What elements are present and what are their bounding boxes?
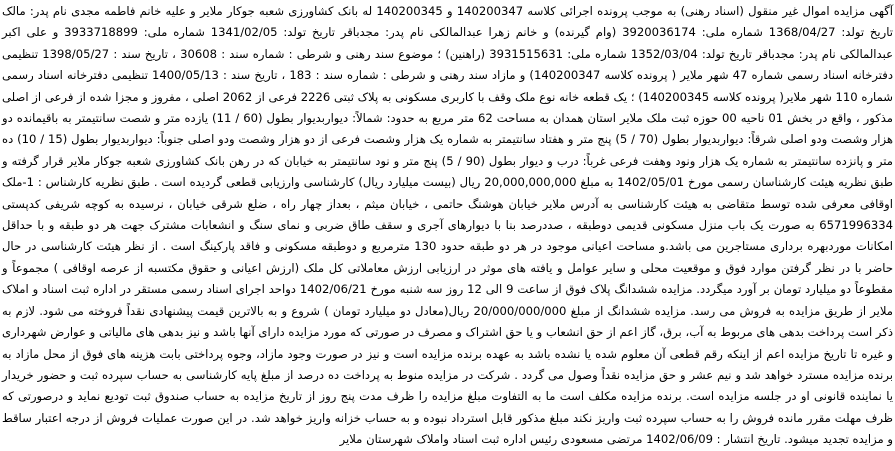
auction-notice-text: آگهی مزایده اموال غیر منقول (اسناد رهنی) به موجب پرونده اجرائی کلاسه 140200347 و 140200345 له بانک کشاورزی شعبه جوکار ملایر و علیه خانم فاطمه مجدی نام پدر: مالک تاریخ تولد: 1368/04/27 شماره ملی: 3920036174 (وام گیرنده) و خانم زهرا عبدالمالکی نام پدر: مجدباقر تاریخ تولد: 1341/02/05 شماره ملی: 3933718899 و علی اکبر عبدالمالکی نام پدر: مجدباقر تاریخ تولد: 1352/03/04 شماره ملی: 3931515631 (راهنین) ؛ موضوع سند رهنی و شرطی : شماره سند : 30608 ، تاریخ سند : 1398/05/27 تنظیمی دفترخانه اسناد رسمی شماره 47 شهر ملایر ( پرونده کلاسه 140200347) و مازاد سند رهنی و شرطی : شماره سند : 183 ، تاریخ سند : 1400/05/13 تنظیمی دفترخانه اسناد رسمی شماره 110 شهر ملایر( پرونده کلاسه 140200345) ؛ یک قطعه خانه نوع ملک وقف با کاربری مسکونی به پلاک ثبتی 2226 فرعی از 2062 اصلی ، مفروز و مجزا شده از فرعی از اصلی مذکور ، واقع در بخش 01 ناحیه 00 حوزه ثبت ملک ملایر استان همدان به مساحت 62 متر مربع به حدود: شمالاً: دیواربدیوار بطول (60 / 11) یازده متر و شصت سانتیمتر به باقیمانده دو هزار وشصت ودو اصلی شرقاً: دیواربدیوار بطول (70 / 5) پنج متر و هفتاد سانتیمتر به شماره یک هزار وشصت فرعی از دو هزار وشصت ودو اصلی جنوباً: دیواربدیوار بطول (15 / 10) ده متر و پانزده سانتیمتر به شماره یک هزار ونود وهفت فرعی غرباً: درب و دیوار بطول (90 / 5) پنج متر و نود سانتیمتر به خیابان که در رهن بانک کشاورزی شعبه جوکار ملایر قرار گرفته و طبق نظریه هیئت کارشناسان رسمی مورخ 1402/05/01 به مبلغ 20,000,000,000 ریال (بیست میلیارد ریال) کارشناسی وارزیابی قطعی گردیده است . طبق نظریه کارشناس : 1-ملک اوقافی معرفی شده توسط متقاضی به هیئت کارشناسی به آدرس ملایر خیابان هوشنگ حاتمی ، خیابان میثم ، بعداز چهار راه ، ضلع شرقی خیابان ، نرسیده به کوچه شریفی کدپستی 6571996334 به صورت یک باب منزل مسکونی قدیمی دوطبقه ، صددرصد بنا با دیوارهای آجری و سقف طاق ضربی و نمای سنگ و انشعابات مشترک جهت هر دو طبقه و با حداقل امکانات موردبهره برداری مستاجرین می باشد.و مساحت اعیانی موجود در هر دو طبقه حدود 130 مترمربع و دوطبقه مسکونی و فاقد پارکینگ است . از نظر هیئت کارشناسی در حال حاضر با در نظر گرفتن موارد فوق و موقعیت محلی و سایر عوامل و یافته های موثر در ارزیابی ارزش معاملاتی کل ملک (ارزش اعیانی و حقوق مکتسبه از عرصه اوقافی ) مجموعاً و مقطوعاً دو میلیارد تومان بر آورد میگردد. مزایده ششدانگ پلاک فوق از ساعت 9 الی 12 روز سه شنبه مورخ 1402/06/21 دواحد اجرای اسناد رسمی مستقر در اداره ثبت اسناد و املاک ملایر از طریق مزایده به فروش می رسد. مزایده ششدانگ از مبلغ 20/000/000/000 ریال(معادل دو میلیارد تومان ) شروع و به بالاترین قیمت پیشنهادی نقداً فروخته می شود. لازم به ذکر است پرداخت بدهی های مربوط به آب، برق، گاز اعم از حق انشعاب و یا حق اشتراک و مصرف در صورتی که مورد مزایده دارای آنها باشد و نیز بدهی های مالیاتی و عوارض شهرداری و غیره تا تاریخ مزایده اعم از اینکه رقم قطعی آن معلوم شده یا نشده باشد به عهده برنده مزایده است و نیز در صورت وجود مازاد، وجوه پرداختی بابت هزینه های فوق از محل مازاد به برنده مزایده مسترد خواهد شد و نیم عشر و حق مزایده نقداً وصول می گردد . شرکت در مزایده منوط به پرداخت ده درصد از مبلغ پایه کارشناسی به حساب سپرده ثبت و حضور خریدار یا نماینده قانونی او در جلسه مزایده است. برنده مزایده مکلف است ما به التفاوت مبلغ مزایده را ظرف مدت پنج روز از تاریخ مزایده به حساب صندوق ثبت تودیع نماید و درصورتی که ظرف مهلت مقرر مانده فروش را به حساب سپرده ثبت واریز نکند مبلغ مذکور قابل استرداد نبوده و به حساب خزانه واریز خواهد شد. در این صورت عملیات فروش از درجه اعتبار ساقط و مزایده تجدید میشود. تاریخ انتشار : 1402/06/09 مرتضی مسعودی رئیس اداره ثبت اسناد واملاک شهرستان ملایر [2, 4, 894, 447]
